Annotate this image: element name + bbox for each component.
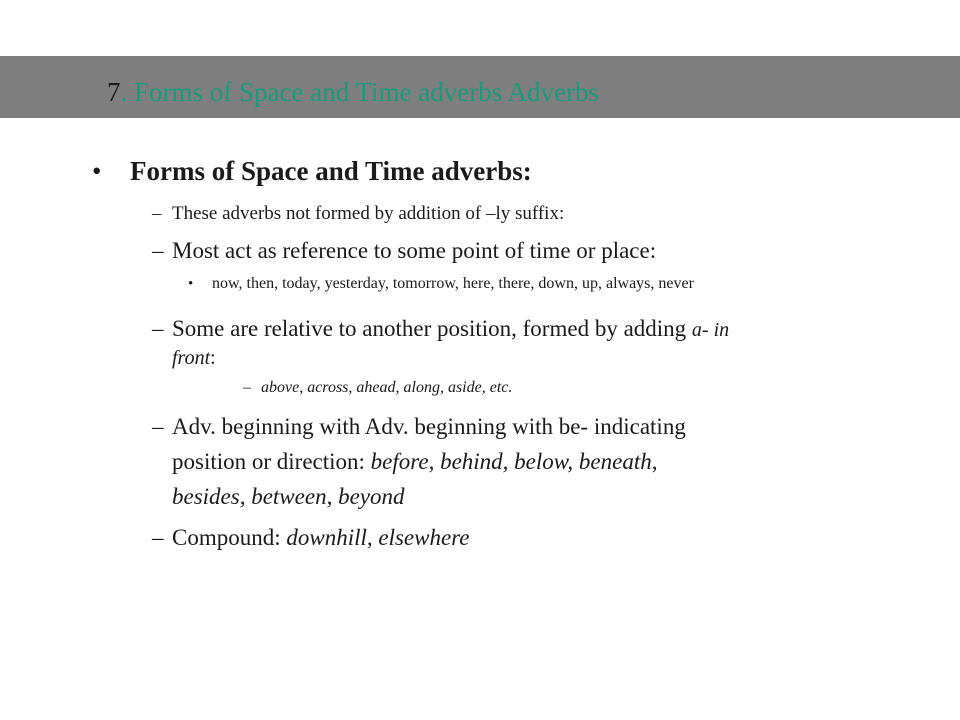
item3-line2 [172,341,216,374]
item4-line3 [172,481,404,513]
item4-dash: – [152,414,164,439]
heading-bullet: • [92,156,102,186]
item2-text: Most act as reference to some point of time or place: [172,238,657,263]
item3-sub-text: above, across, ahead, along, aside, etc. [261,379,513,396]
item2-sub-text: now, then, today, yesterday, tomorrow, here, there, down, up, always, never [212,275,694,292]
item5-line [172,522,470,554]
item1-dash: – [152,203,162,224]
item5-dash: – [152,525,164,550]
item2-dash: – [152,238,164,263]
item3-text: Some are relative to another position, formed by adding [172,316,692,341]
item3-dash: – [152,316,164,341]
item5-italic: downhill, elsewhere [286,525,470,550]
item4-line1: Adv. beginning with Adv. beginning with be- indicating [172,414,686,439]
item3-sub-dash: – [243,379,251,396]
item3-italic-in: in [708,319,730,341]
item4-line2-italic: before, behind, below, beneath, [370,449,658,474]
item3-line2-end: : [210,347,216,369]
item1-text: These adverbs not formed by addition of –ly suffix: [172,203,565,224]
slide-title [107,76,599,108]
item4-line2 [172,446,657,478]
item2-sub-bullet: • [188,276,194,292]
title-number: 7 [107,77,121,107]
item3-line2-italic: front [172,347,211,369]
item3-italic-a: a- [691,319,709,341]
item3-line1 [172,313,729,346]
item4-line2-text: position or direction: [172,449,371,474]
item4-line3-italic: besides, between, beyond [172,484,405,509]
item5-text: Compound: [172,525,287,550]
heading: Forms of Space and Time adverbs: [130,156,532,186]
title-text: . Forms of Space and Time adverbs Adverbs [120,77,599,107]
